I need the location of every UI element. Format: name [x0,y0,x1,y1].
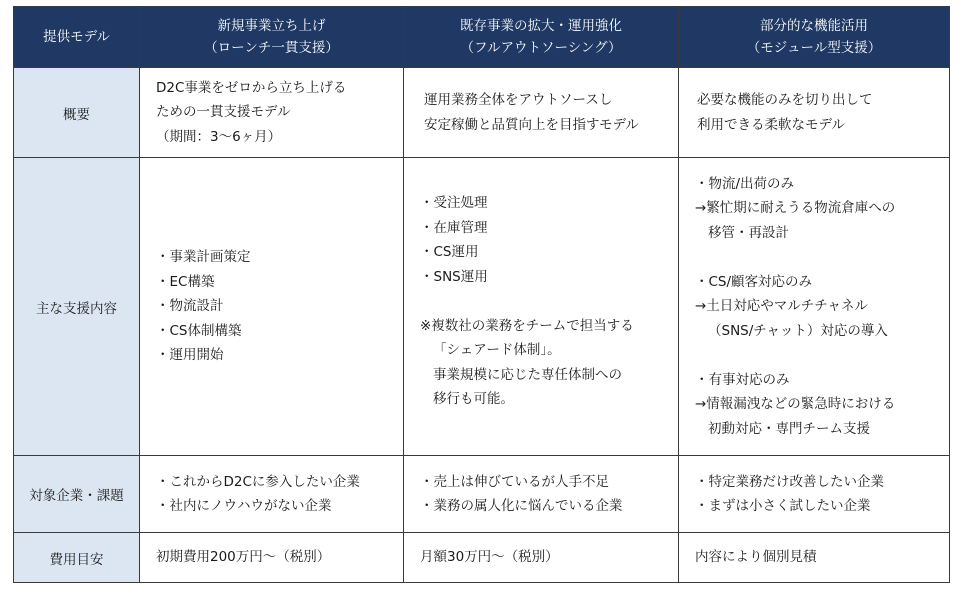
header-column-module [679,7,950,68]
text-line: D2C事業をゼロから立ち上げる [156,79,347,96]
overview-module [679,68,950,158]
header-column-outsourcing [404,7,679,68]
text-line: 月額30万円～（税別） [420,549,559,566]
cost-module [679,533,950,583]
arrow-line: →繁忙期に耐えうる物流倉庫への [695,200,896,217]
list-item: ・在庫管理 [420,219,488,236]
header-subtitle: （ローンチ一貫支援） [204,40,339,56]
overview-outsourcing [404,68,679,158]
overview-row [14,68,950,158]
text-line: 初期費用200万円～（税別） [156,549,331,566]
note-line: 「シェアード体制」。 [433,342,561,359]
arrow-line: →情報漏洩などの緊急時における [695,396,896,413]
text-line: ための一貫支援モデル [156,104,291,121]
row-label-overview: 概要 [14,68,140,158]
main-support-outsourcing [404,158,679,456]
text-line: 利用できる柔軟なモデル [697,116,845,133]
note-line: 移行も可能。 [433,391,514,408]
spacer [420,289,678,314]
arrow-line: →土日対応やマルチチャネル [695,298,868,315]
list-item: ・物流/出荷のみ [695,175,795,192]
main-support-row [14,158,950,456]
header-subtitle: （フルアウトソーシング） [460,40,622,56]
text-line: （SNS/チャット）対応の導入 [708,322,888,339]
list-item: ・特定業務だけ改善したい企業 [695,473,884,490]
header-row-label: 提供モデル [14,7,140,68]
list-item: ・物流設計 [156,298,224,315]
list-item: ・業務の属人化に悩んでいる企業 [420,498,623,514]
target-outsourcing [404,456,679,533]
list-item: ・受注処理 [420,195,488,212]
spacer [695,343,949,368]
header-subtitle: （モジュール型支援） [746,40,882,56]
target-row [14,456,950,533]
row-label-main-support: 主な支援内容 [14,158,140,456]
text-line: 運用業務全体をアウトソースし [424,92,613,108]
list-item: ・SNS運用 [420,268,488,285]
overview-launch [140,68,404,158]
list-item: ・CS体制構築 [156,322,242,339]
text-line: 内容により個別見積 [695,549,817,566]
list-item: ・CS/顧客対応のみ [695,273,813,290]
cost-row [14,533,950,583]
cost-launch [140,533,404,583]
list-item: ・運用開始 [156,347,224,364]
header-title: 新規事業立ち上げ [217,18,326,34]
list-item: ・EC構築 [156,273,215,290]
cost-outsourcing [404,533,679,583]
text-line: （期間：3〜6ヶ月） [156,128,282,145]
target-module [679,456,950,533]
text-line: 初動対応・専門チーム支援 [708,420,870,437]
list-item: ・CS運用 [420,244,479,261]
header-column-launch [140,7,404,68]
list-item: ・社内にノウハウがない企業 [156,498,332,514]
header-title: 既存事業の拡大・運用強化 [460,18,622,34]
note-line: ※複数社の業務をチームで担当する [420,317,634,334]
target-launch [140,456,404,533]
row-label-target: 対象企業・課題 [14,456,140,533]
header-row [14,7,950,68]
service-model-table [13,6,950,583]
header-title: 部分的な機能活用 [760,18,868,34]
text-line: 移管・再設計 [708,224,789,241]
note-line: 事業規模に応じた専任体制への [433,366,622,383]
spacer [695,245,949,270]
main-support-module [679,158,950,456]
list-item: ・有事対応のみ [695,371,790,388]
list-item: ・事業計画策定 [156,249,251,266]
list-item: ・売上は伸びているが人手不足 [420,473,609,490]
row-label-cost: 費用目安 [14,533,140,583]
main-support-launch [140,158,404,456]
text-line: 安定稼働と品質向上を目指すモデル [424,116,639,133]
text-line: 必要な機能のみを切り出して [697,92,873,108]
list-item: ・これからD2Cに参入したい企業 [156,473,360,490]
list-item: ・まずは小さく試したい企業 [695,498,871,514]
